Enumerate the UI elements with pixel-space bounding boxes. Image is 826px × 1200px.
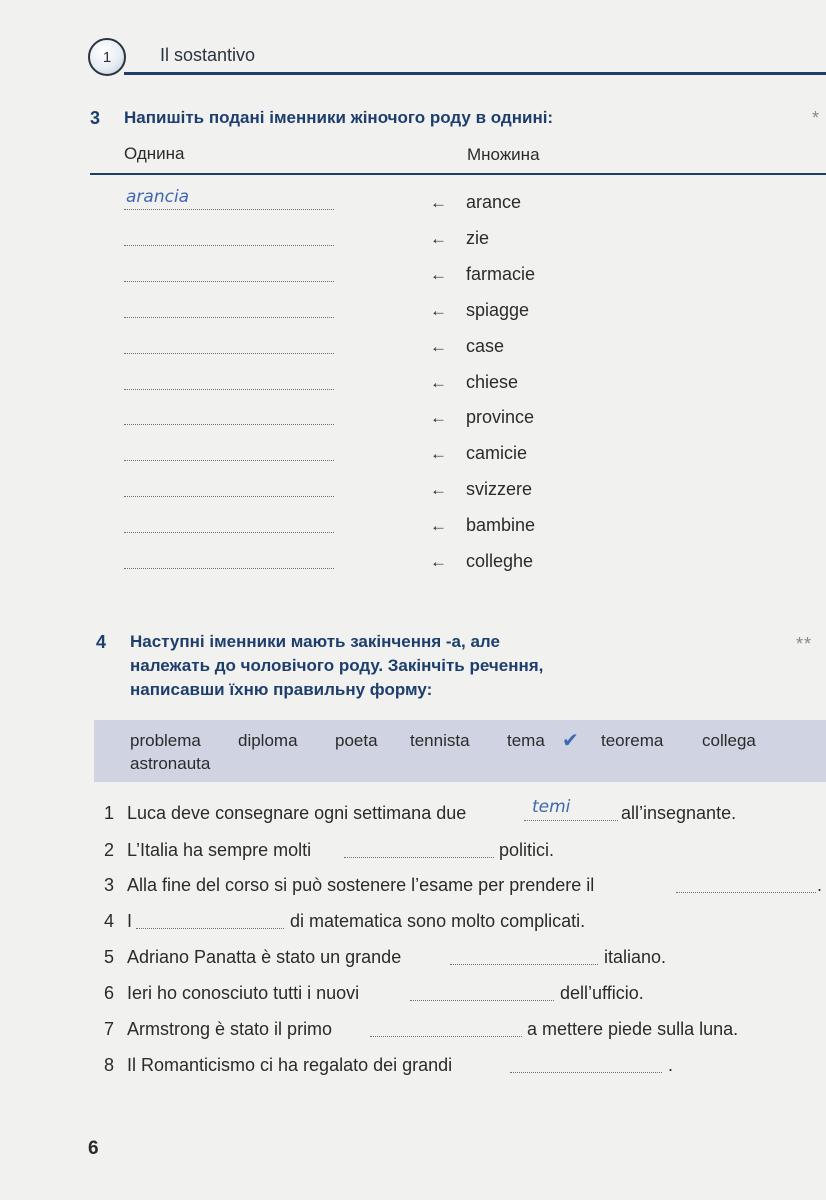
answer-blank[interactable] xyxy=(676,892,816,893)
page-number: 6 xyxy=(88,1138,99,1159)
answer-line[interactable] xyxy=(124,281,334,282)
word-bank-item: problema xyxy=(130,731,201,750)
sentence-text-before: Luca deve consegnare ogni settimana due xyxy=(127,803,467,823)
word-bank-item: teorema xyxy=(601,731,664,750)
plural-word: spiagge xyxy=(466,299,530,320)
handwritten-answer: temi xyxy=(532,797,571,817)
sentence-text-after: . xyxy=(668,1055,674,1075)
sentence-text-after: all’insegnante. xyxy=(621,803,737,823)
left-arrow-icon: ← xyxy=(430,193,447,212)
left-arrow-icon: ← xyxy=(430,228,447,248)
left-arrow-icon: ← xyxy=(430,480,447,500)
plural-word: svizzere xyxy=(466,479,533,500)
answer-blank[interactable] xyxy=(370,1036,522,1037)
header-rule xyxy=(124,72,826,75)
word-bank-item: collega xyxy=(702,731,756,750)
sentence-text-before: Adriano Panatta è stato un grande xyxy=(127,947,402,967)
left-arrow-icon: ← xyxy=(430,372,447,392)
left-arrow-icon: ← xyxy=(430,264,447,284)
plural-word: province xyxy=(466,407,535,428)
chapter-title: Il sostantivo xyxy=(160,45,256,65)
sentence-text-before: Armstrong è stato il primo xyxy=(127,1019,333,1039)
plural-word: camicie xyxy=(466,443,528,464)
table-header-rule xyxy=(90,173,826,175)
sentence-text-before: Ieri ho conosciuto tutti i nuovi xyxy=(127,983,360,1003)
answer-line[interactable] xyxy=(124,353,334,354)
sentence-text-after: dell’ufficio. xyxy=(560,983,644,1003)
left-arrow-icon: ← xyxy=(430,444,447,464)
left-arrow-icon: ← xyxy=(430,300,447,320)
sentence-text-after: politici. xyxy=(499,840,555,860)
sentence-number: 8 xyxy=(104,1055,115,1075)
sentence-text-after: . xyxy=(817,875,823,895)
exercise-4-number: 4 xyxy=(96,632,107,652)
exercise-4-instruction-line-1: Наступні іменники мають закінчення -a, але xyxy=(130,632,500,651)
exercise-3-instruction: Напишіть подані іменники жіночого роду в однині: xyxy=(124,108,554,127)
exercise-4-difficulty: ** xyxy=(796,634,813,654)
answer-line[interactable] xyxy=(124,209,334,210)
answer-blank[interactable] xyxy=(136,928,284,929)
left-arrow-icon: ← xyxy=(430,336,447,356)
checkmark-icon: ✔ xyxy=(562,730,579,752)
answer-line[interactable] xyxy=(124,245,334,246)
exercise-3-number: 3 xyxy=(90,108,101,128)
left-arrow-icon: ← xyxy=(430,516,447,536)
answer-line[interactable] xyxy=(124,317,334,318)
word-bank-item: diploma xyxy=(238,731,298,750)
sentence-text-before: I xyxy=(127,911,133,931)
plural-word: zie xyxy=(466,227,490,248)
answer-blank[interactable] xyxy=(510,1072,662,1073)
word-bank-item: astronauta xyxy=(130,754,211,773)
word-bank-item: tennista xyxy=(410,731,470,750)
sentence-number: 4 xyxy=(104,911,115,931)
sentence-text-before: Alla fine del corso si può sostenere l’esame per prendere il xyxy=(127,875,595,895)
sentence-text-after: italiano. xyxy=(604,947,667,967)
plural-word: chiese xyxy=(466,371,519,392)
handwritten-answer: arancia xyxy=(126,187,190,207)
column-header-plural: Множина xyxy=(467,145,540,164)
plural-word: arance xyxy=(466,192,522,212)
answer-line[interactable] xyxy=(124,496,334,497)
answer-line[interactable] xyxy=(124,424,334,425)
word-bank-item: poeta xyxy=(335,731,378,750)
answer-blank[interactable] xyxy=(450,964,598,965)
sentence-number: 3 xyxy=(104,875,115,895)
answer-line[interactable] xyxy=(124,532,334,533)
sentence-text-before: L’Italia ha sempre molti xyxy=(127,840,312,860)
sentence-number: 5 xyxy=(104,947,115,967)
plural-word: bambine xyxy=(466,515,536,536)
plural-word: colleghe xyxy=(466,551,534,571)
sentence-number: 6 xyxy=(104,983,115,1003)
answer-line[interactable] xyxy=(124,460,334,461)
exercise-4-instruction-line-2: належать до чоловічого роду. Закінчіть речення, xyxy=(130,656,544,675)
chapter-number-badge xyxy=(88,38,126,76)
answer-blank[interactable] xyxy=(344,857,494,858)
answer-line[interactable] xyxy=(124,389,334,390)
answer-blank[interactable] xyxy=(410,1000,554,1001)
sentence-text-after: di matematica sono molto complicati. xyxy=(290,911,586,931)
answer-blank[interactable] xyxy=(524,820,618,821)
column-header-singular: Однина xyxy=(124,144,185,163)
sentence-text-before: Il Romanticismo ci ha regalato dei grandi xyxy=(127,1055,453,1075)
sentence-number: 7 xyxy=(104,1019,115,1039)
left-arrow-icon: ← xyxy=(430,408,447,428)
sentence-number: 2 xyxy=(104,840,115,860)
plural-word: farmacie xyxy=(466,263,536,284)
exercise-3-difficulty: * xyxy=(812,108,821,128)
answer-line[interactable] xyxy=(124,568,334,569)
left-arrow-icon: ← xyxy=(430,552,447,571)
sentence-text-after: a mettere piede sulla luna. xyxy=(527,1019,739,1039)
exercise-4-instruction-line-3: написавши їхню правильну форму: xyxy=(130,680,433,699)
plural-word: case xyxy=(466,335,505,356)
word-bank-item: tema xyxy=(507,731,545,750)
sentence-number: 1 xyxy=(104,803,115,823)
chapter-number: 1 xyxy=(102,48,112,66)
